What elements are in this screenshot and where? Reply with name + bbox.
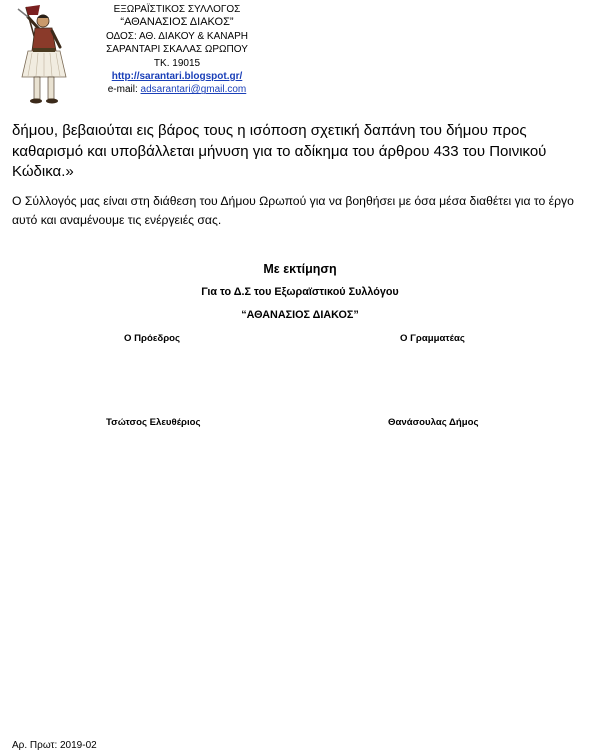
president-name: Τσώτσος Ελευθέριος	[106, 417, 201, 428]
protocol-number: Αρ. Πρωτ: 2019-02	[12, 740, 97, 751]
letterhead	[74, 3, 280, 97]
letterhead-area: ΣΑΡΑΝΤΑΡΙ ΣΚΑΛΑΣ ΩΡΩΠΟΥ	[106, 44, 248, 56]
secretary-role: Ο Γραμματέας	[400, 333, 465, 344]
president-role: Ο Πρόεδρος	[124, 333, 181, 344]
letterhead-association-type: ΕΞΩΡΑΪΣΤΙΚΟΣ ΣΥΛΛΟΓΟΣ	[113, 4, 241, 15]
body-paragraph: Ο Σύλλογός μας είναι στη διάθεση του Δήμου Ωρωπού για να βοηθήσει με όσα μέσα διαθέτει για το έργο αυτό και αναμένουμε τις ενέργειές σας.	[12, 194, 574, 227]
emblem-warrior-icon	[6, 3, 74, 105]
email-label: e-mail:	[107, 84, 141, 96]
closing-board: Για το Δ.Σ του Εξωραϊστικού Συλλόγου	[201, 286, 399, 298]
closing-greeting: Με εκτίμηση	[263, 262, 337, 276]
letterhead-postcode: ΤΚ. 19015	[153, 57, 201, 69]
letterhead-address: ΟΔΟΣ: ΑΘ. ΔΙΑΚΟΥ & ΚΑΝΑΡΗ	[105, 30, 249, 42]
closing-association-name: “ΑΘΑΝΑΣΙΟΣ ΔΙΑΚΟΣ”	[241, 309, 359, 321]
letterhead-association-name: “ΑΘΑΝΑΣΙΟΣ ΔΙΑΚΟΣ”	[120, 16, 234, 29]
secretary-name: Θανάσουλας Δήμος	[388, 417, 479, 428]
quote-paragraph: δήμου, βεβαιούται εις βάρος τους η ισόποση σχετική δαπάνη του δήμου προς καθαρισμό και υποβάλλεται μήνυση για το αδίκημα του άρθρου 433 του Ποινικού Κώδικα.»	[12, 122, 547, 180]
email-line	[74, 83, 280, 96]
website-link[interactable]: http://sarantari.blogspot.gr/	[111, 71, 243, 83]
email-link[interactable]: adsarantari@gmail.com	[140, 84, 247, 96]
